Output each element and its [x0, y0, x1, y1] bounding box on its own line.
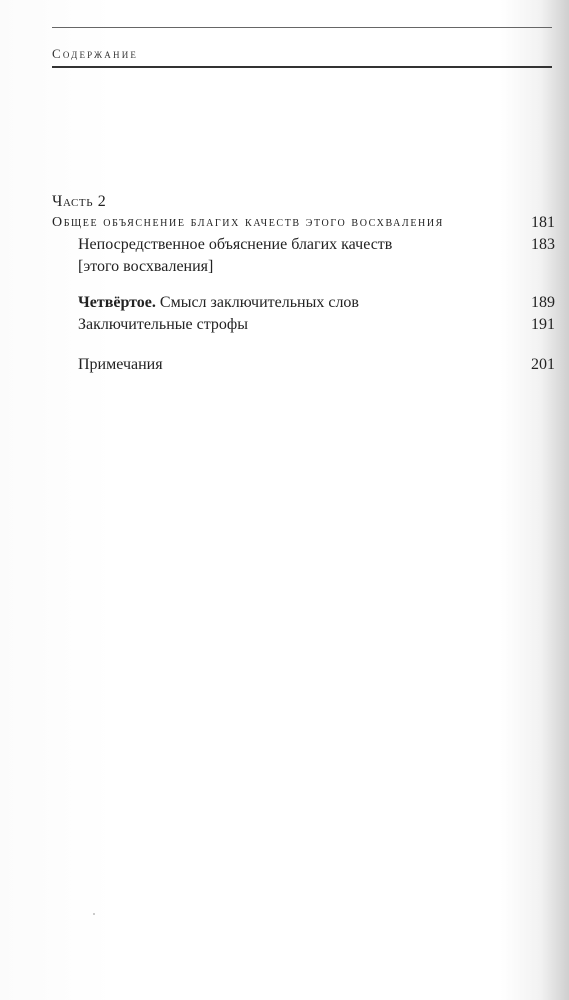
paper-speck	[93, 913, 95, 915]
running-head: Содержание	[52, 46, 139, 61]
toc-entry	[52, 292, 555, 314]
toc-page-number: 181	[531, 214, 555, 231]
toc-page-number: 183	[531, 236, 555, 253]
toc-entry-title: Заключительные строфы	[78, 316, 249, 333]
toc-entry	[52, 354, 555, 376]
toc-entry-lead: Четвёртое.	[78, 294, 156, 311]
toc-section-title: Общее объяснение благих качеств этого восхваления	[52, 215, 444, 230]
table-of-contents	[52, 192, 555, 376]
toc-page-number: 189	[531, 294, 555, 311]
part-label: Часть 2	[52, 193, 107, 210]
toc-entry	[52, 234, 555, 278]
header-rule-top	[52, 27, 552, 28]
toc-entry-title: Непосредственное объяснение благих качеств	[78, 236, 393, 253]
toc-page-number: 191	[531, 316, 555, 333]
toc-entry-title-continued: [этого восхваления]	[78, 258, 214, 275]
toc-entry-title: Смысл заключительных слов	[155, 294, 359, 311]
toc-page-number: 201	[531, 356, 555, 373]
toc-section-entry	[52, 212, 555, 234]
toc-entry-title: Примечания	[78, 356, 163, 373]
toc-entry	[52, 314, 555, 336]
header-rule-bottom	[52, 66, 552, 68]
